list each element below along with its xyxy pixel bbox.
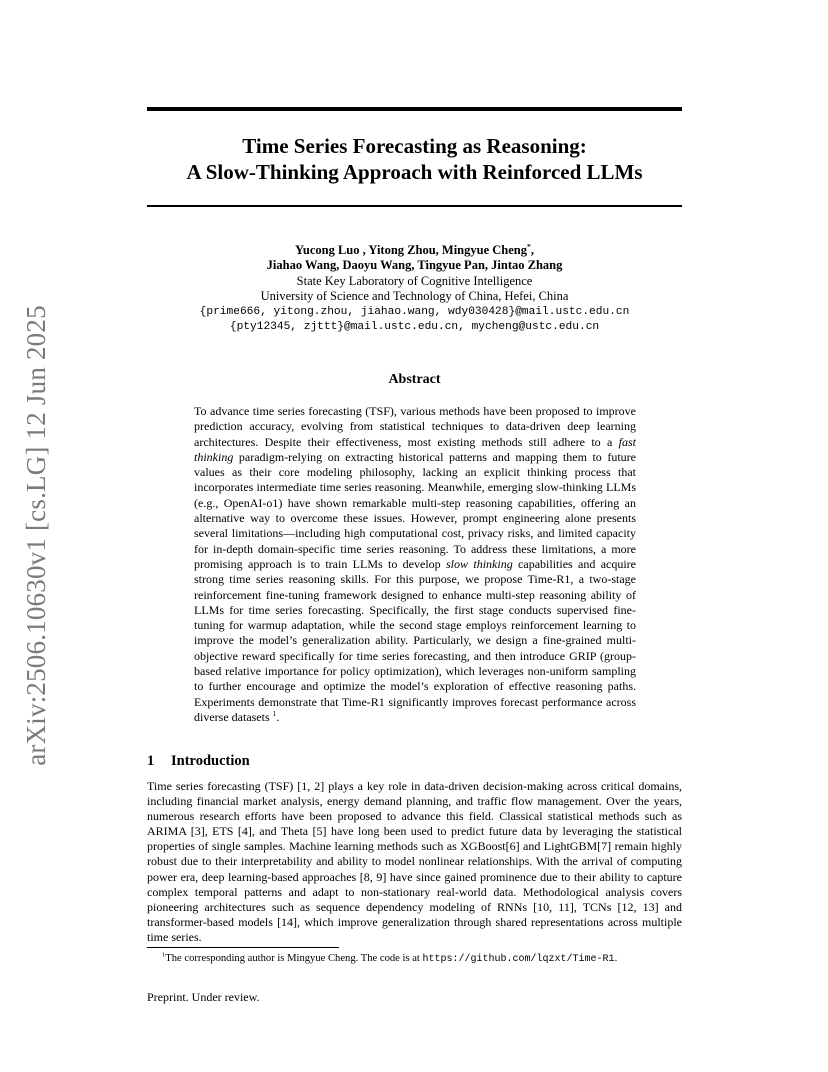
introduction-paragraph: Time series forecasting (TSF) [1, 2] plays a key role in data-driven decision-making across critical domains, including financial market analysis, energy demand planning, and traffic flow management. Over the years, numerous research efforts have been proposed to advance this field. Classical statistical methods such as ARIMA [3], ETS [4], and Theta [5] have long been used to predict future data by leveraging the statistical properties of single samples. Machine learning methods such as XGBoost[6] and LightGBM[7] remain highly robust due to their interpretability and ability to model nonlinear relationships. With the arrival of computing power era, deep learning-based approaches [8, 9] have since gained prominence due to their ability to capture complex temporal patterns and adapt to non-stationary real-world data. Methodological analysis covers pioneering architectures such as sequence dependency modeling of RNNs [10, 11], TCNs [12, 13] and transformer-based models [14], which improve generalization through shared representations across multiple time series. [147,779,682,944]
author-names-line-1 [147,243,682,258]
abstract-emphasis-slow-thinking: slow thinking [446,556,513,571]
arxiv-stamp-text: arXiv:2506.10630v1 [cs.LG] 12 Jun 2025 [20,304,51,766]
affiliation-lab: State Key Laboratory of Cognitive Intelligence [296,273,533,288]
title-line-2: A Slow-Thinking Approach with Reinforced LLMs [186,160,643,184]
title-rule-top [147,107,682,111]
code-link[interactable]: https://github.com/lqzxt/Time-R1 [422,954,615,965]
section-number: 1 [147,753,155,769]
author-names-1b: , [530,243,534,257]
footnote-rule [147,947,339,948]
abstract-text [194,404,636,725]
abstract-part-1: To advance time series forecasting (TSF), various methods have been proposed to improve prediction accuracy, evolving from statistical techniques to data-driven deep learning architectures. Despite their effectiveness, most existing methods still adhere to a [194,404,636,449]
author-names-1a: Yucong Luo , Yitong Zhou, Mingyue Cheng [294,243,527,257]
preprint-note: Preprint. Under review. [147,990,260,1004]
author-emails-2: {pty12345, zjttt}@mail.ustc.edu.cn, mycheng@ustc.edu.cn [229,321,600,334]
arxiv-side-stamp [8,300,64,770]
title-line-1: Time Series Forecasting as Reasoning: [242,134,587,158]
footnote-mark: 1 [162,951,166,959]
abstract-emphasis-fast-thinking: fast thinking [194,434,636,464]
abstract-part-4: . [276,709,280,724]
title-rule-bottom [147,205,682,207]
affiliation-university: University of Science and Technology of China, Hefei, China [260,289,569,304]
author-block [147,243,682,335]
abstract-footnote-mark: 1 [272,708,277,718]
author-emails-1: {prime666, yitong.zhou, jiahao.wang, wdy030428}@mail.ustc.edu.cn [199,305,630,318]
abstract-part-3: capabilities and acquire strong time series reasoning skills. For this purpose, we propose Time-R1, a two-stage reinforcement fine-tuning framework designed to enhance multi-step reasoning ability of LLMs for time series forecasting. Specifically, the first stage conducts supervised fine-tuning for warmup adaptation, while the second stage employs reinforcement learning to improve the model’s generalization ability. Particularly, we design a fine-grained multi-objective reward specifically for time series forecasting, and then introduce GRIP (group-based relative importance for policy optimization), which leverages non-uniform sampling to further encourage and optimize the model’s exploration of effective reasoning paths. Experiments demonstrate that Time-R1 significantly improves forecast performance across diverse datasets [194,556,637,724]
corresponding-author-mark: * [527,241,531,251]
footnote [162,953,682,965]
abstract-heading: Abstract [388,372,441,387]
footnote-text: The corresponding author is Mingyue Cheng. The code is at [165,953,423,964]
abstract-part-2: paradigm-relying on extracting historical patterns and mapping them to future values as their core modeling philosophy, lacking an explicit thinking process that incorporates intermediate time series reasoning. Meanwhile, emerging slow-thinking LLMs (e.g., OpenAI-o1) have shown remarkable multi-step reasoning capabilities, offering an alternative way to overcome these issues. However, prompt engineering alone presents several limitations—including high computational cost, privacy risks, and limited capacity for in-depth domain-specific time series reasoning. To address these limitations, a more promising approach is to train LLMs to develop [194,449,636,571]
footnote-end: . [614,953,618,964]
section-title: Introduction [171,753,250,769]
author-names-line-2: Jiahao Wang, Daoyu Wang, Tingyue Pan, Jintao Zhang [266,258,563,273]
section-heading-introduction [147,753,250,770]
paper-title [147,133,682,185]
